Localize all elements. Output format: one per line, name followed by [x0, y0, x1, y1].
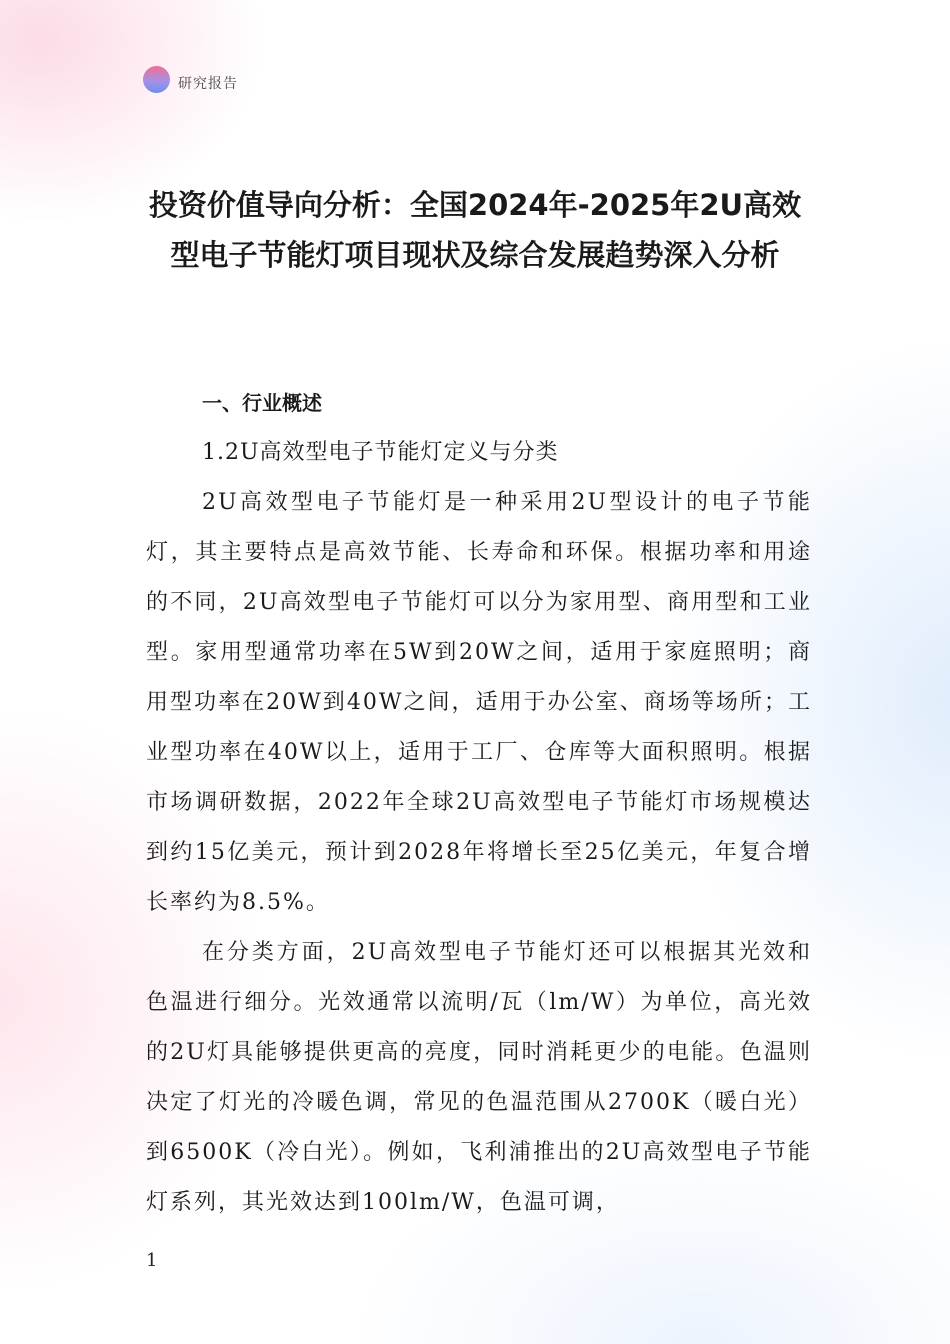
page-number: 1 — [146, 1250, 158, 1271]
document-title: 投资价值导向分析：全国2024年-2025年2U高效型电子节能灯项目现状及综合发展趋势深入分析 — [148, 188, 802, 272]
header-label: 研究报告 — [178, 75, 238, 92]
paragraph-definition: 2U高效型电子节能灯是一种采用2U型设计的电子节能灯，其主要特点是高效节能、长寿命和环保。根据功率和用途的不同，2U高效型电子节能灯可以分为家用型、商用型和工业型。家用型通常功率在5W到20W之间，适用于家庭照明；商用型功率在20W到40W之间，适用于办公室、商场等场所；工业型功率在40W以上，适用于工厂、仓库等大面积照明。根据市场调研数据，2022年全球2U高效型电子节能灯市场规模达到约15亿美元，预计到2028年将增长至25亿美元，年复合增长率约为8.5%。 — [146, 490, 812, 915]
report-header — [143, 66, 238, 93]
subsection-heading: 1.2U高效型电子节能灯定义与分类 — [202, 440, 559, 465]
logo-icon — [143, 66, 170, 93]
document-body — [146, 378, 812, 1228]
paragraph-classification: 在分类方面，2U高效型电子节能灯还可以根据其光效和色温进行细分。光效通常以流明/瓦（lm/W）为单位，高光效的2U灯具能够提供更高的亮度，同时消耗更少的电能。色温则决定了灯光的冷暖色调，常见的色温范围从2700K（暖白光）到6500K（冷白光）。例如，飞利浦推出的2U高效型电子节能灯系列，其光效达到100lm/W，色温可调， — [146, 940, 812, 1215]
section-heading: 一、行业概述 — [202, 391, 322, 415]
